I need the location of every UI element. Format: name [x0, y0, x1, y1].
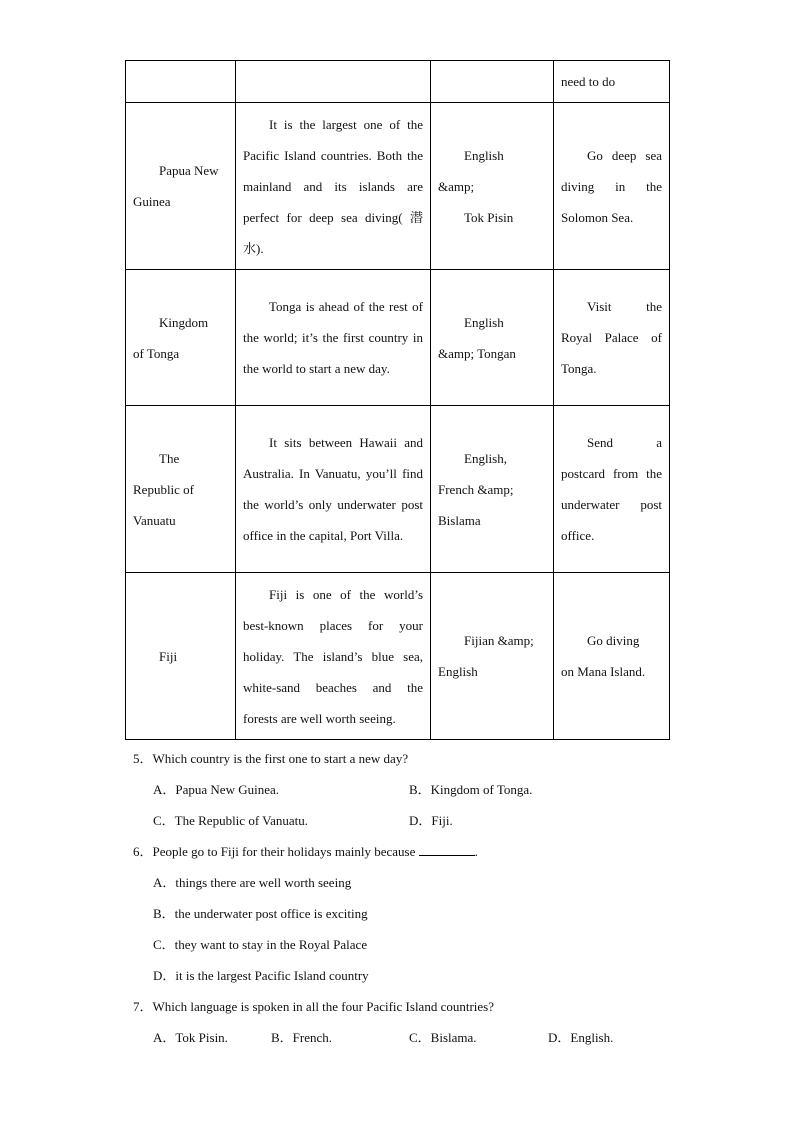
table-cell: [126, 61, 236, 103]
table-cell: [236, 61, 431, 103]
option-c: C．they want to stay in the Royal Palace: [153, 937, 368, 952]
description-cell: It is the largest one of the Pacific Island countries. Both the mainland and its islands are perfect for deep sea diving( 潜 水).: [236, 103, 431, 270]
language-cell: English &amp; Tongan: [431, 270, 554, 406]
option-b: B．French.: [271, 1030, 333, 1045]
language-cell: Fijian &amp; English: [431, 573, 554, 740]
question-6-stem: 6．People go to Fiji for their holidays mainly because .: [133, 836, 693, 867]
question-5-options-row-1: [133, 774, 693, 805]
table-row: [126, 103, 670, 270]
option-b: B．Kingdom of Tonga.: [409, 782, 533, 797]
option-c: C．The Republic of Vanuatu.: [153, 813, 309, 828]
table-row: [126, 406, 670, 573]
option-b: B．the underwater post office is exciting: [153, 906, 368, 921]
table-row: [126, 573, 670, 740]
language-cell: English &amp; Tok Pisin: [431, 103, 554, 270]
question-5-stem: 5．Which country is the first one to start a new day?: [133, 751, 409, 766]
option-d: D．Fiji.: [409, 813, 453, 828]
table-row: [126, 61, 670, 103]
country-cell: Papua New Guinea: [126, 103, 236, 270]
description-cell: Tonga is ahead of the rest of the world; it’s the first country in the world to start a new day.: [236, 270, 431, 406]
question-5-options-row-2: [133, 805, 693, 836]
option-a: A．Tok Pisin.: [153, 1030, 228, 1045]
option-a: A．things there are well worth seeing: [153, 875, 352, 890]
option-d: D．it is the largest Pacific Island country: [153, 968, 369, 983]
description-cell: Fiji is one of the world’s best-known places for your holiday. The island’s blue sea, white-sand beaches and the forests are well worth seeing.: [236, 573, 431, 740]
language-cell: English, French &amp; Bislama: [431, 406, 554, 573]
activity-cell: Go diving on Mana Island.: [554, 573, 670, 740]
activity-cell: Send a postcard from the underwater post office.: [554, 406, 670, 573]
table-cell: need to do: [554, 61, 670, 103]
answer-blank: [419, 841, 475, 856]
option-c: C．Bislama.: [409, 1030, 477, 1045]
option-a: A．Papua New Guinea.: [153, 782, 279, 797]
country-cell: The Republic of Vanuatu: [126, 406, 236, 573]
table-cell: [431, 61, 554, 103]
question-7-stem: 7．Which language is spoken in all the four Pacific Island countries?: [133, 999, 495, 1014]
country-cell: Fiji: [126, 573, 236, 740]
questions-section: [133, 743, 693, 1053]
table-row: [126, 270, 670, 406]
option-d: D．English.: [548, 1030, 614, 1045]
description-cell: It sits between Hawaii and Australia. In Vanuatu, you’ll find the world’s only underwater post office in the capital, Port Villa.: [236, 406, 431, 573]
activity-cell: Go deep sea diving in the Solomon Sea.: [554, 103, 670, 270]
countries-table: [125, 60, 670, 740]
question-7-options-row: [133, 1022, 693, 1053]
country-cell: Kingdom of Tonga: [126, 270, 236, 406]
activity-cell: Visit the Royal Palace of Tonga.: [554, 270, 670, 406]
